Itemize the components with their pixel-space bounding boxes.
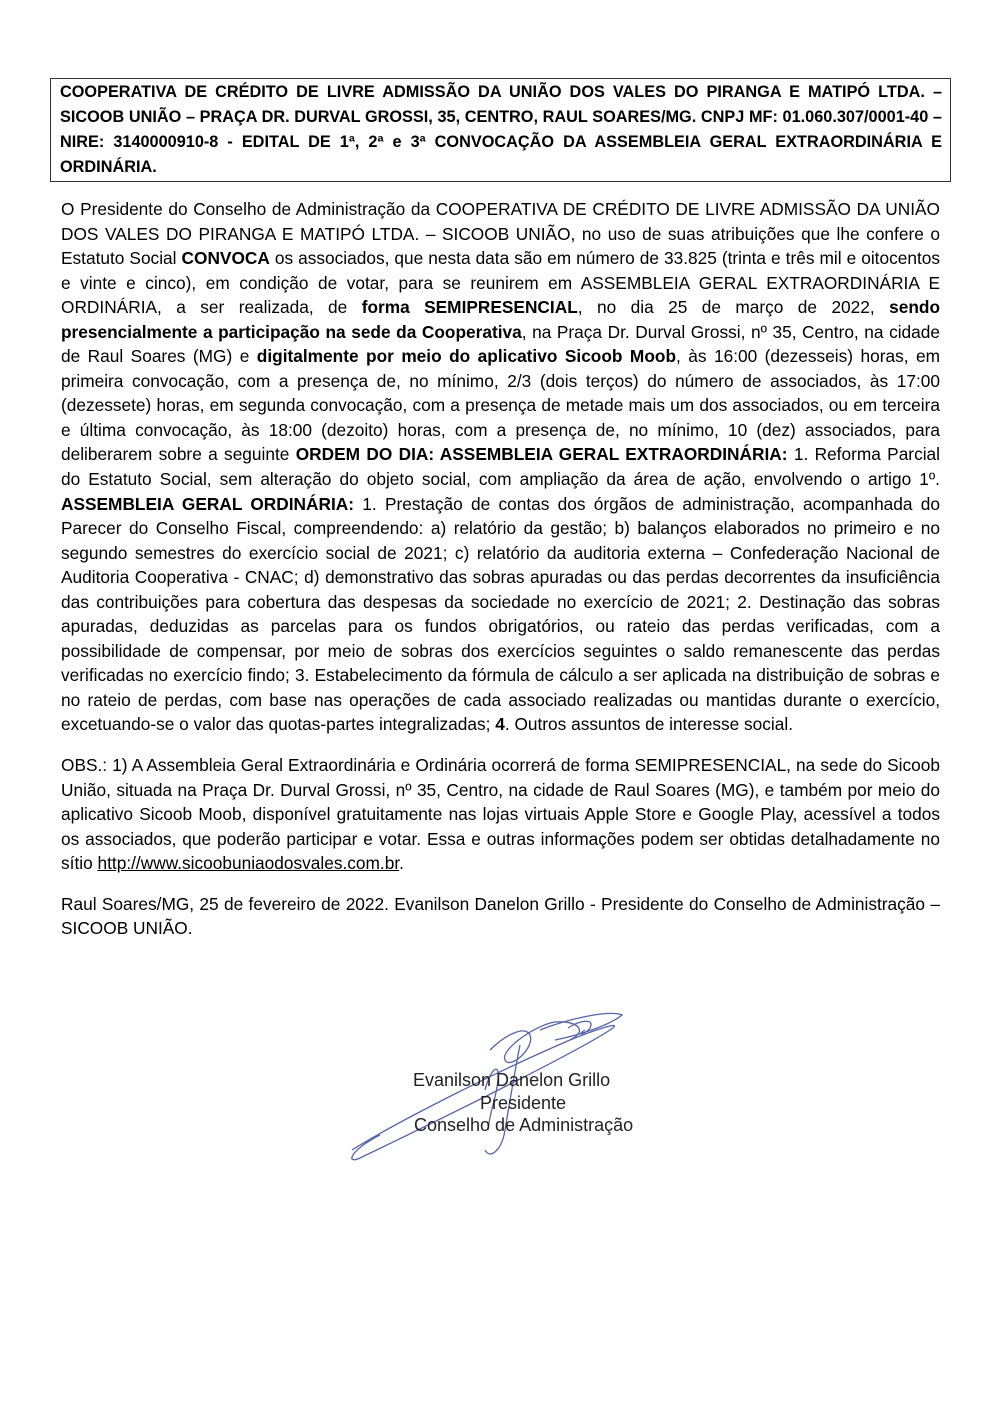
bold-text: sendo presencialmente a participação na sede da Cooperativa [61, 297, 941, 342]
bold-text: CONVOCA [181, 248, 270, 269]
text-segment: , no dia 25 de março de 2022, [577, 297, 890, 318]
website-link[interactable]: http://www.sicoobuniaodosvales.com.br [97, 853, 400, 874]
paragraph [61, 892, 940, 941]
paragraph [61, 197, 940, 737]
bold-text: digitalmente por meio do aplicativo Sicoob Moob [256, 346, 676, 367]
bold-text: ORDEM DO DIA: ASSEMBLEIA GERAL EXTRAORDINÁRIA: [295, 444, 788, 465]
edital-body [61, 197, 940, 957]
text-segment: 1. Prestação de contas dos órgãos de administração, acompanhada do Parecer do Conselho Fiscal, compreendendo: a) relatório da gestão; b) balanços elaborados no primeiro e no segundo semestres do exercício social de 2021; c) relatório da auditoria externa – Confederação Nacional de Auditoria Cooperativa - CNAC; d) demonstrativo das sobras apuradas ou das perdas decorrentes da insuficiência das contribuições para cobertura das despesas da sociedade no exercício de 2021; 2. Destinação das sobras apuradas, deduzidas as parcelas para os fundos obrigatórios, ou rateio das perdas verificadas, com a possibilidade de compensar, por meio de sobras dos exercícios seguintes o saldo remanescente das perdas verificadas no exercício findo; 3. Estabelecimento da fórmula de cálculo a ser aplicada na distribuição de sobras e no rateio de perdas, com base nas operações de cada associado realizadas ou mantidas durante o exercício, excetuando-se o valor das quotas-partes integralizadas; [61, 493, 940, 735]
text-segment: os associados, que nesta data são em número de 33.825 (trinta e três mil e oitocentos e vinte e cinco), em condição de votar, para se reunirem em ASSEMBLEIA GERAL EXTRAORDINÁRIA E ORDINÁRIA, a ser realizada, de [61, 248, 941, 318]
text-segment: , às 16:00 (dezesseis) horas, em primeira convocação, com a presença de, no mínimo, 2/3 (dois terços) do número de associados, às 17:00 (dezessete) horas, em segunda convocação, com a presença de metade mais um dos associados, ou em terceira e última convocação, às 18:00 (dezoito) horas, com a presença de, no mínimo, 10 (dez) associados, para deliberarem sobre a seguinte [61, 346, 940, 465]
text-segment: . Outros assuntos de interesse social. [504, 714, 794, 735]
text-segment: O Presidente do Conselho de Administração da COOPERATIVA DE CRÉDITO DE LIVRE ADMISSÃO DA UNIÃO DOS VALES DO PIRANGA E MATIPÓ LTDA. – SICOOB UNIÃO, no uso de suas atribuições que lhe confere o Estatuto Social [61, 199, 940, 269]
bold-text: ASSEMBLEIA GERAL ORDINÁRIA: [61, 493, 355, 514]
text-segment: OBS.: 1) A Assembleia Geral Extraordinária e Ordinária ocorrerá de forma SEMIPRESENCIAL, na sede do Sicoob União, situada na Praça Dr. Durval Grossi, nº 35, Centro, na cidade de Raul Soares (MG), e também por meio do aplicativo Sicoob Moob, disponível gratuitamente nas lojas virtuais Apple Store e Google Play, acessível a todos os associados, que poderão participar e votar. Essa e outras informações podem ser obtidas detalhadamente no sítio [61, 755, 940, 874]
text-segment: . [399, 853, 404, 874]
text-segment: Raul Soares/MG, 25 de fevereiro de 2022. Evanilson Danelon Grillo - Presidente do Conselho de Administração – SICOOB UNIÃO. [61, 893, 940, 939]
signature-role: Presidente [480, 1093, 567, 1113]
bold-text: 4 [495, 714, 505, 735]
paragraph [61, 753, 940, 876]
signature-block [340, 1000, 670, 1170]
text-segment: , na Praça Dr. Durval Grossi, nº 35, Centro, na cidade de Raul Soares (MG) e [61, 321, 940, 367]
edital-header-box [50, 78, 951, 182]
signature-body: Conselho de Administração [414, 1115, 634, 1135]
edital-header-text: COOPERATIVA DE CRÉDITO DE LIVRE ADMISSÃO DA UNIÃO DOS VALES DO PIRANGA E MATIPÓ LTDA. – SICOOB UNIÃO – PRAÇA DR. DURVAL GROSSI, 35, CENTRO, RAUL SOARES/MG. CNPJ MF: 01.060.307/0001-40 – NIRE: 3140000910-8 - EDITAL DE 1ª, 2ª e 3ª CONVOCAÇÃO DA ASSEMBLEIA GERAL EXTRAORDINÁRIA E ORDINÁRIA. [60, 83, 942, 176]
bold-text: forma SEMIPRESENCIAL [361, 297, 578, 318]
signature-name: Evanilson Danelon Grillo [413, 1070, 611, 1090]
text-segment: 1. Reforma Parcial do Estatuto Social, sem alteração do objeto social, com ampliação da área de ação, envolvendo o artigo 1º. [61, 444, 940, 490]
